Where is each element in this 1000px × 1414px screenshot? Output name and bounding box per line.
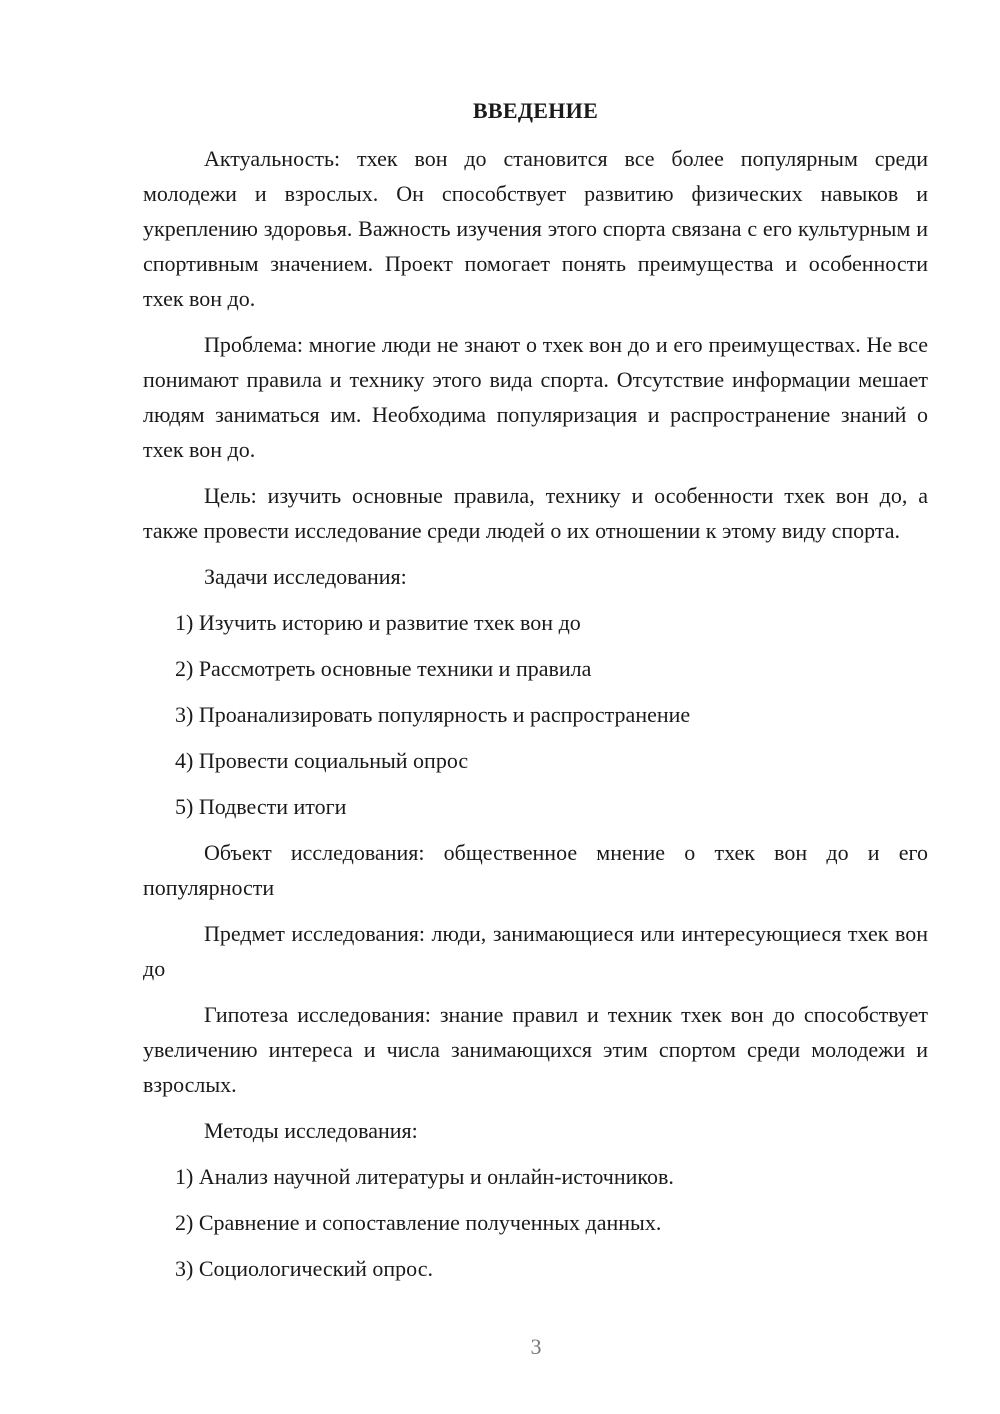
- problem-paragraph: Проблема: многие люди не знают о тхек вон до и его преимуществах. Не все понимают правила и технику этого вида спорта. Отсутствие информации мешает людям заниматься им. Необходима популяризация и распространение знаний о тхек вон до.: [143, 332, 928, 462]
- task-item: 5) Подвести итоги: [175, 794, 347, 819]
- page-number: 3: [530, 1334, 542, 1359]
- methods-list: [143, 1159, 928, 1286]
- hypothesis-paragraph: Гипотеза исследования: знание правил и техник тхек вон до способствует увеличению интереса и числа занимающихся этим спортом среди молодежи и взрослых.: [143, 1002, 928, 1097]
- methods-label: Методы исследования:: [204, 1118, 418, 1143]
- tasks-label: Задачи исследования:: [204, 564, 407, 589]
- method-item: 1) Анализ научной литературы и онлайн-источников.: [175, 1164, 674, 1189]
- relevance-paragraph: Актуальность: тхек вон до становится все более популярным среди молодежи и взрослых. Он способствует развитию физических навыков и укреплению здоровья. Важность изучения этого спорта связана с его культурным и спортивным значением. Проект помогает понять преимущества и особенности тхек вон до.: [143, 146, 928, 311]
- method-item: 3) Социологический опрос.: [175, 1256, 433, 1281]
- task-item: 2) Рассмотреть основные техники и правила: [175, 656, 592, 681]
- task-item: 1) Изучить историю и развитие тхек вон до: [175, 610, 581, 635]
- subject-paragraph: Предмет исследования: люди, занимающиеся или интересующиеся тхек вон до: [143, 921, 928, 981]
- task-item: 4) Провести социальный опрос: [175, 748, 469, 773]
- task-item: 3) Проанализировать популярность и распространение: [175, 702, 691, 727]
- tasks-list: [143, 605, 928, 824]
- goal-paragraph: Цель: изучить основные правила, технику и особенности тхек вон до, а также провести исследование среди людей о их отношении к этому виду спорта.: [143, 483, 928, 543]
- section-heading: ВВЕДЕНИЕ: [472, 98, 599, 123]
- page-content: [143, 91, 928, 1297]
- method-item: 2) Сравнение и сопоставление полученных данных.: [175, 1210, 662, 1235]
- object-paragraph: Объект исследования: общественное мнение о тхек вон до и его популярности: [143, 840, 928, 900]
